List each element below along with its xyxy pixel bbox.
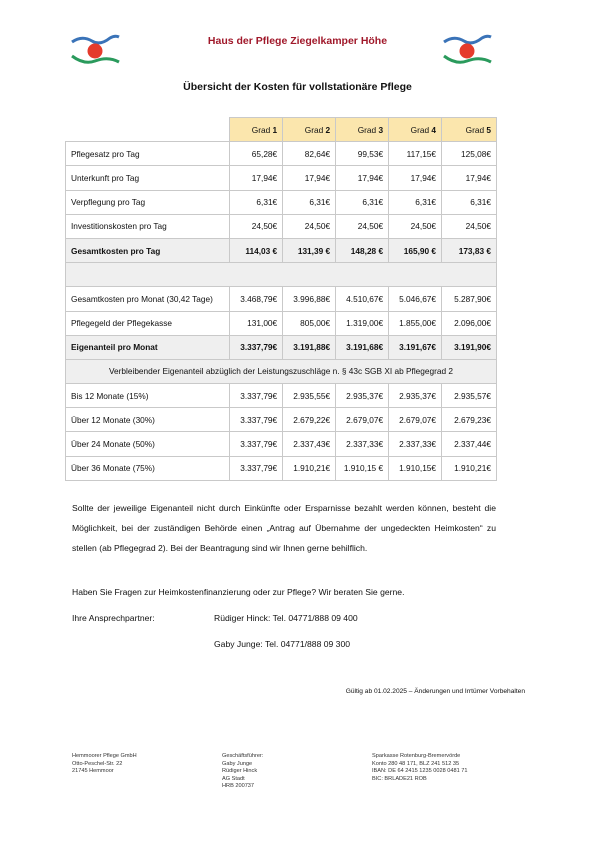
note-row (66, 359, 497, 383)
footer-line: HRB 200737 (222, 783, 255, 790)
info-paragraph: Sollte der jeweilige Eigenanteil nicht durch Einkünfte oder Ersparnisse bezahlt werden können, besteht die Möglichkeit, bei der zuständigen Behörde einen „Antrag auf Übernahme der ungedeckten Heimkosten“ zu stellen (ab Pflegegrad 2). Bei der Beantragung sind wir Ihnen gerne behilflich. (72, 503, 496, 553)
cell: 117,15€ (389, 142, 442, 166)
table-row (66, 142, 497, 166)
cell: 24,50€ (442, 214, 497, 238)
footer-line: Gaby Junge (222, 760, 253, 767)
cell: 173,83 € (442, 238, 497, 262)
grade-header: Grad 4 (389, 118, 442, 142)
cell: 3.337,79€ (230, 408, 283, 432)
table-corner (66, 118, 230, 142)
cell: 5.287,90€ (442, 287, 497, 311)
table-row (66, 408, 497, 432)
footer-line: Konto 280 48 171, BLZ 241 512 35 (372, 760, 460, 767)
grade-header: Grad 3 (336, 118, 389, 142)
footer-line: Sparkasse Rotenburg-Bremervörde (372, 753, 461, 759)
footer-line: IBAN: DE 64 2415 1235 0028 0481 71 (372, 768, 468, 775)
cell: 6,31€ (283, 190, 336, 214)
cell: 2.337,43€ (283, 432, 336, 456)
contact-junge: Gaby Junge: Tel. 04771/888 09 300 (214, 639, 351, 649)
grade-header: Grad 1 (230, 118, 283, 142)
cell: 1.855,00€ (389, 311, 442, 335)
cell: 3.337,79€ (230, 432, 283, 456)
footer-company (72, 753, 137, 776)
cell: 2.679,23€ (442, 408, 497, 432)
row-label: Eigenanteil pro Monat (66, 335, 230, 359)
cell: 17,94€ (442, 166, 497, 190)
cell: 17,94€ (230, 166, 283, 190)
cell: 24,50€ (336, 214, 389, 238)
footer-management (222, 753, 263, 791)
cell: 24,50€ (283, 214, 336, 238)
cell: 125,08€ (442, 142, 497, 166)
row-label: Gesamtkosten pro Tag (66, 238, 230, 262)
cell: 17,94€ (336, 166, 389, 190)
row-label: Investitionskosten pro Tag (66, 214, 230, 238)
cell: 1.910,21€ (283, 456, 336, 480)
cell: 6,31€ (230, 190, 283, 214)
cell: 2.337,33€ (336, 432, 389, 456)
cell: 3.468,79€ (230, 287, 283, 311)
cell: 99,53€ (336, 142, 389, 166)
table-row (66, 214, 497, 238)
spacer-row (66, 263, 497, 287)
row-label: Verpflegung pro Tag (66, 190, 230, 214)
cell: 165,90 € (389, 238, 442, 262)
cell: 2.935,37€ (336, 384, 389, 408)
row-label: Pflegesatz pro Tag (66, 142, 230, 166)
footer-line: BIC: BRLADE21 ROB (372, 775, 427, 782)
cell: 24,50€ (389, 214, 442, 238)
daily-total-row (66, 238, 497, 262)
table-row (66, 166, 497, 190)
cell: 2.935,37€ (389, 384, 442, 408)
validity-note: Gültig ab 01.02.2025 – Änderungen und Irrtümer Vorbehalten (345, 688, 525, 695)
cell: 17,94€ (389, 166, 442, 190)
cell: 3.996,88€ (283, 287, 336, 311)
footer-line: Hemmoorer Pflege GmbH (72, 753, 137, 759)
table-header-row (66, 118, 497, 142)
grade-header: Grad 5 (442, 118, 497, 142)
cell: 2.337,33€ (389, 432, 442, 456)
cell: 17,94€ (283, 166, 336, 190)
cell: 131,39 € (283, 238, 336, 262)
cell: 2.935,55€ (283, 384, 336, 408)
cell: 3.337,79€ (230, 384, 283, 408)
cell: 2.337,44€ (442, 432, 497, 456)
table-row (66, 456, 497, 480)
table-row (66, 311, 497, 335)
footer-line: Rüdiger Hinck (222, 768, 258, 775)
note-cell: Verbleibender Eigenanteil abzüglich der Leistungszuschläge n. § 43c SGB XI ab Pflegegrad 2 (66, 359, 497, 383)
footer-line: Otto-Peschel-Str. 22 (72, 760, 123, 767)
cell: 148,28 € (336, 238, 389, 262)
page-title: Übersicht der Kosten für vollstationäre Pflege (183, 81, 412, 93)
table-row (66, 432, 497, 456)
cell: 1.319,00€ (336, 311, 389, 335)
cell: 114,03 € (230, 238, 283, 262)
cell: 2.679,07€ (336, 408, 389, 432)
row-label: Über 12 Monate (30%) (66, 408, 230, 432)
row-label: Über 24 Monate (50%) (66, 432, 230, 456)
own-share-row (66, 335, 497, 359)
cell: 6,31€ (389, 190, 442, 214)
cell: 3.337,79€ (230, 335, 283, 359)
cell: 24,50€ (230, 214, 283, 238)
footer-bank (372, 753, 467, 783)
footer-line: 21745 Hemmoor (72, 768, 114, 775)
cell: 2.935,57€ (442, 384, 497, 408)
cell: 1.910,15 € (336, 456, 389, 480)
cost-table (65, 117, 497, 481)
cell: 4.510,67€ (336, 287, 389, 311)
row-label: Unterkunft pro Tag (66, 166, 230, 190)
footer-line: AG Stadt (222, 775, 245, 782)
cell: 3.337,79€ (230, 456, 283, 480)
cell: 3.191,68€ (336, 335, 389, 359)
contacts-label: Ihre Ansprechpartner: (72, 613, 155, 623)
grade-header: Grad 2 (283, 118, 336, 142)
cell: 82,64€ (283, 142, 336, 166)
row-label: Pflegegeld der Pflegekasse (66, 311, 230, 335)
cell: 2.679,22€ (283, 408, 336, 432)
cell: 2.679,07€ (389, 408, 442, 432)
row-label: Über 36 Monate (75%) (66, 456, 230, 480)
cell: 3.191,90€ (442, 335, 497, 359)
cell: 1.910,15€ (389, 456, 442, 480)
spacer-cell (66, 263, 497, 287)
row-label: Gesamtkosten pro Monat (30,42 Tage) (66, 287, 230, 311)
cell: 131,00€ (230, 311, 283, 335)
cell: 3.191,88€ (283, 335, 336, 359)
cell: 65,28€ (230, 142, 283, 166)
cell: 805,00€ (283, 311, 336, 335)
table-row (66, 287, 497, 311)
table-row (66, 190, 497, 214)
row-label: Bis 12 Monate (15%) (66, 384, 230, 408)
org-title: Haus der Pflege Ziegelkamper Höhe (207, 35, 388, 47)
cell: 6,31€ (336, 190, 389, 214)
cell: 2.096,00€ (442, 311, 497, 335)
cell: 3.191,67€ (389, 335, 442, 359)
question-text: Haben Sie Fragen zur Heimkostenfinanzierung oder zur Pflege? Wir beraten Sie gerne. (72, 587, 405, 597)
contact-hinck: Rüdiger Hinck: Tel. 04771/888 09 400 (214, 613, 358, 623)
table-row (66, 384, 497, 408)
cell: 1.910,21€ (442, 456, 497, 480)
footer-line: Geschäftsführer: (222, 753, 264, 759)
cell: 6,31€ (442, 190, 497, 214)
cell: 5.046,67€ (389, 287, 442, 311)
